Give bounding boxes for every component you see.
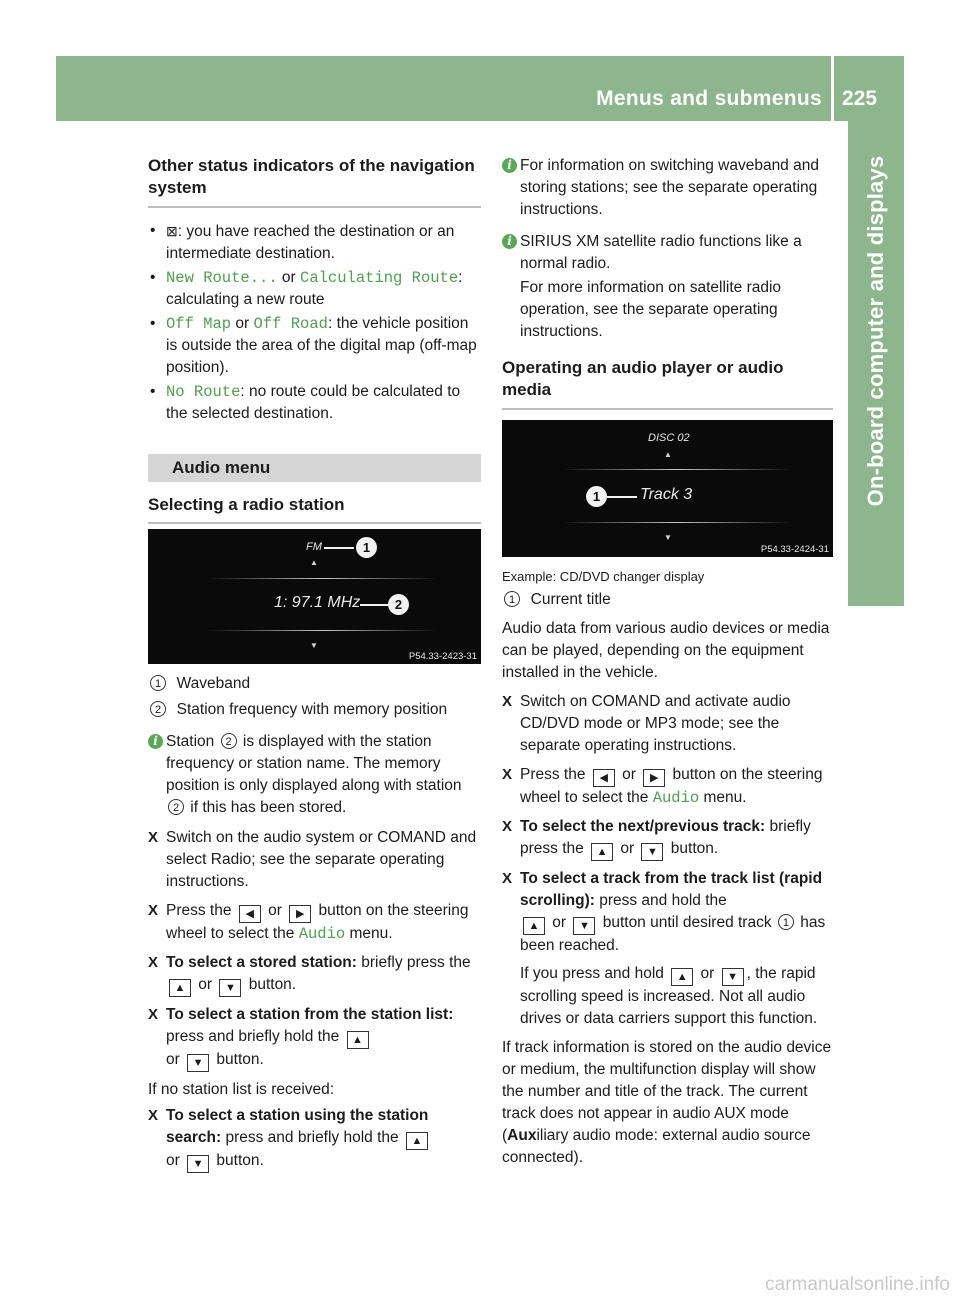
sidebar-block <box>848 541 904 606</box>
step-press-button: X Press the ◀ or ▶ button on the steering wheel to select the Audio menu. <box>148 902 469 943</box>
up-arrow-icon: ▲ <box>310 558 318 567</box>
up-arrow-icon: ▲ <box>664 450 672 459</box>
step-stored-station: X To select a stored station: briefly press the ▲ or ▼ button. <box>148 952 481 997</box>
callout-1: 1 <box>586 486 607 507</box>
bullet-no-route: • No Route: no route could be calculated to the selected destination. <box>148 381 481 425</box>
info-icon: i <box>148 734 163 749</box>
callout-line-1 <box>324 547 354 549</box>
para-track-info: If track information is stored on the audio device or medium, the multifunction display will show the number and title of the track. The current track does not appear in audio AUX mode (Auxiliary audio mode: external audio source connected). <box>502 1039 832 1166</box>
step-track-list: X To select a track from the track list (rapid scrolling): press and hold the ▲ or ▼ button until desired track 1 has been reached. <box>502 870 826 954</box>
step-next-track: X To select the next/previous track: briefly press the ▲ or ▼ button. <box>502 816 833 861</box>
section-band-title: Audio menu <box>172 458 271 477</box>
info-waveband: i For information on switching waveband and storing stations; see the separate operating instructions. <box>502 155 833 221</box>
callout-line-2 <box>360 604 388 606</box>
header-separator <box>831 56 834 121</box>
status-heading: Other status indicators of the navigation system <box>148 156 475 197</box>
heading-rule <box>148 206 481 208</box>
bullet-off-map: • Off Map or Off Road: the vehicle position is outside the area of the digital map (off-map position). <box>148 313 481 379</box>
track-label: Track 3 <box>640 486 693 503</box>
left-key-icon: ◀ <box>239 905 261 923</box>
page-number: 225 <box>842 87 878 110</box>
disc-display-image <box>502 420 833 557</box>
bullet-destination: • ⊠: you have reached the destination or an intermediate destination. <box>148 220 481 265</box>
figure-caption: Example: CD/DVD changer display <box>502 569 705 584</box>
header-title: Menus and submenus <box>596 87 822 110</box>
disc-label: DISC 02 <box>648 432 690 444</box>
down-arrow-icon: ▼ <box>664 533 672 542</box>
radio-display-image <box>148 529 481 664</box>
band-label: FM <box>306 541 322 553</box>
audio-heading-rule <box>502 408 833 410</box>
legend-waveband: 1 Waveband <box>148 673 481 695</box>
step-activate-audio: X Switch on COMAND and activate audio CD/DVD mode or MP3 mode; see the separate operating instructions. <box>502 693 791 754</box>
radio-heading: Selecting a radio station <box>148 495 345 514</box>
divider-bottom <box>208 630 438 631</box>
para-audio-data: Audio data from various audio devices or media can be played, depending on the equipment installed in the vehicle. <box>502 620 830 681</box>
frequency-label: 1: 97.1 MHz <box>274 594 361 611</box>
down-key-icon: ▼ <box>219 979 241 997</box>
flag-icon: ⊠ <box>166 223 178 239</box>
right-key-icon: ▶ <box>289 905 311 923</box>
up-key-icon: ▲ <box>169 979 191 997</box>
bullet-new-route: • New Route... or Calculating Route: calculating a new route <box>148 267 481 311</box>
radio-heading-rule <box>148 522 481 524</box>
sidebar-label: On-board computer and displays <box>863 155 888 507</box>
watermark: carmanualsonline.info <box>765 1274 950 1295</box>
audio-heading: Operating an audio player or audio media <box>502 358 784 399</box>
callout-line-1 <box>607 496 637 498</box>
divider-bottom <box>562 522 792 523</box>
info-sirius-more: For more information on satellite radio operation, see the separate operating instructions. <box>520 279 782 340</box>
legend-current-title: 1 Current title <box>502 589 833 611</box>
legend-frequency: 2 Station frequency with memory position <box>148 699 481 721</box>
info-station: i Station 2 is displayed with the station frequency or station name. The memory position is only displayed along with station 2 if this has been stored. <box>148 731 481 819</box>
callout-2: 2 <box>388 594 409 615</box>
divider-top <box>208 578 438 579</box>
step-press-button-right: X Press the ◀ or ▶ button on the steering wheel to select the Audio menu. <box>502 766 823 807</box>
step-rapid-scroll: If you press and hold ▲ or ▼ , the rapid scrolling speed is increased. Not all audio drives or data carriers support this function. <box>520 965 818 1027</box>
no-station-list: If no station list is received: <box>148 1081 335 1098</box>
step-station-list: X To select a station from the station list: press and briefly hold the ▲ or ▼ button. <box>148 1004 481 1072</box>
callout-1: 1 <box>356 537 377 558</box>
down-arrow-icon: ▼ <box>310 641 318 650</box>
image-ref: P54.33-2423-31 <box>408 651 477 662</box>
step-switch-on: X Switch on the audio system or COMAND and select Radio; see the separate operating instructions. <box>148 829 477 890</box>
step-station-search: X To select a station using the station search: press and briefly hold the ▲ or ▼ button. <box>148 1105 481 1173</box>
step-arrow-icon: X <box>148 829 159 846</box>
info-sirius: i SIRIUS XM satellite radio functions like a normal radio. <box>502 231 833 275</box>
divider-top <box>562 469 792 470</box>
image-ref: P54.33-2424-31 <box>760 544 829 555</box>
